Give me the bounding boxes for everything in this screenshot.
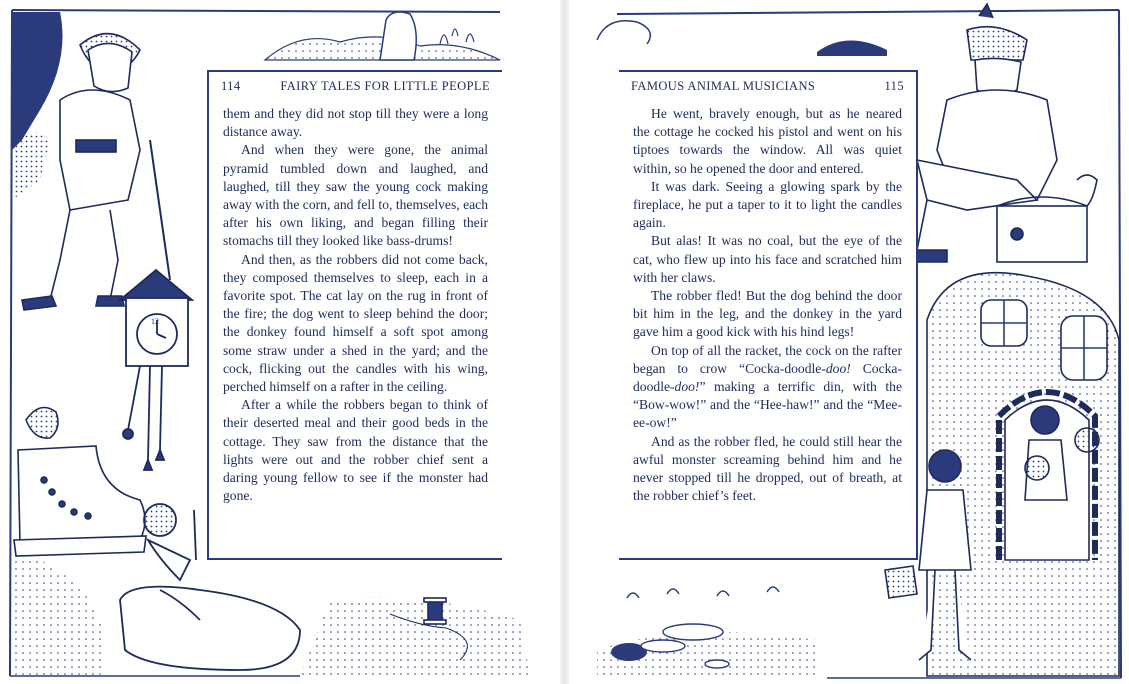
right-page [567,0,1129,684]
paragraph: And as the robber fled, he could still hear the awful monster screaming behind him and he never stopped till he dropped, out of breath, at the robber chief’s feet. [633,433,902,504]
right-body-text [619,97,916,505]
paragraph: He went, bravely enough, but as he neared the cottage he cocked his pistol and went on his tiptoes towards the window. All was quiet within, so he opened the door and entered. [633,106,902,176]
paragraph: After a while the robbers began to think of their deserted meal and their good beds in the cottage. They saw from the distance that the lights were out and the robber chief sent a daring young fellow to see if the monster had gone. [223,397,488,504]
right-text-panel [619,70,918,560]
dark-hill [12,12,63,150]
paragraph: them and they did not stop till they were a long distance away. [223,106,488,140]
right-page-number: 115 [884,79,904,93]
left-text-panel [207,70,502,560]
left-running-head [209,72,502,97]
cuckoo-clock [120,270,192,470]
crow-paragraph: On top of all the racket, the cock on the rafter began to crow “Cocka-doodle-doo! Cocka-doodle-doo!” making a terrific din, with the “Bow-wow!” and the “Hee-haw!” and the “Mee-ee-ow!” [633,342,902,431]
rising-sun [817,40,887,56]
paragraph: And when they were gone, the animal pyramid tumbled down and laughed, and laughed, till they saw the young cock making away with the corn, and fell to, themselves, each after his own liking, and began filling their stomachs till they looked like bass-drums! [223,142,488,249]
paragraph: It was dark. Seeing a glowing spark by the fireplace, he put a taper to it to light the candles again. [633,178,902,231]
paragraph: The robber fled! But the dog behind the door bit him in the leg, and the donkey in the yard gave him a good kick with his hind legs! [633,288,902,340]
svg-text:12: 12 [151,317,159,326]
left-body-text [209,97,502,505]
paragraph: But alas! It was no coal, but the eye of the cat, who flew up into his face and scratched him with her claws. [633,233,902,285]
mushrooms [627,587,779,598]
tree-trunk [380,12,416,60]
plants [440,29,474,44]
left-page-number: 114 [221,79,241,93]
stepping-stone [663,624,723,640]
paragraph: And then, as the robbers did not come back, they composed themselves to sleep, each in a favorite spot. The cat lay on the rug in front of the fire; the dog went to sleep behind the door; the donkey found himself a soft spot among some straw under a shed in the yard; and the cock, flicking out the candles with his wing, perched himself on a rafter in the ceiling. [223,251,488,395]
left-running-title: FAIRY TALES FOR LITTLE PEOPLE [280,79,490,93]
right-running-title: FAMOUS ANIMAL MUSICIANS [631,79,816,93]
ornament [597,21,650,44]
right-running-head [619,72,916,97]
left-page [0,0,562,684]
